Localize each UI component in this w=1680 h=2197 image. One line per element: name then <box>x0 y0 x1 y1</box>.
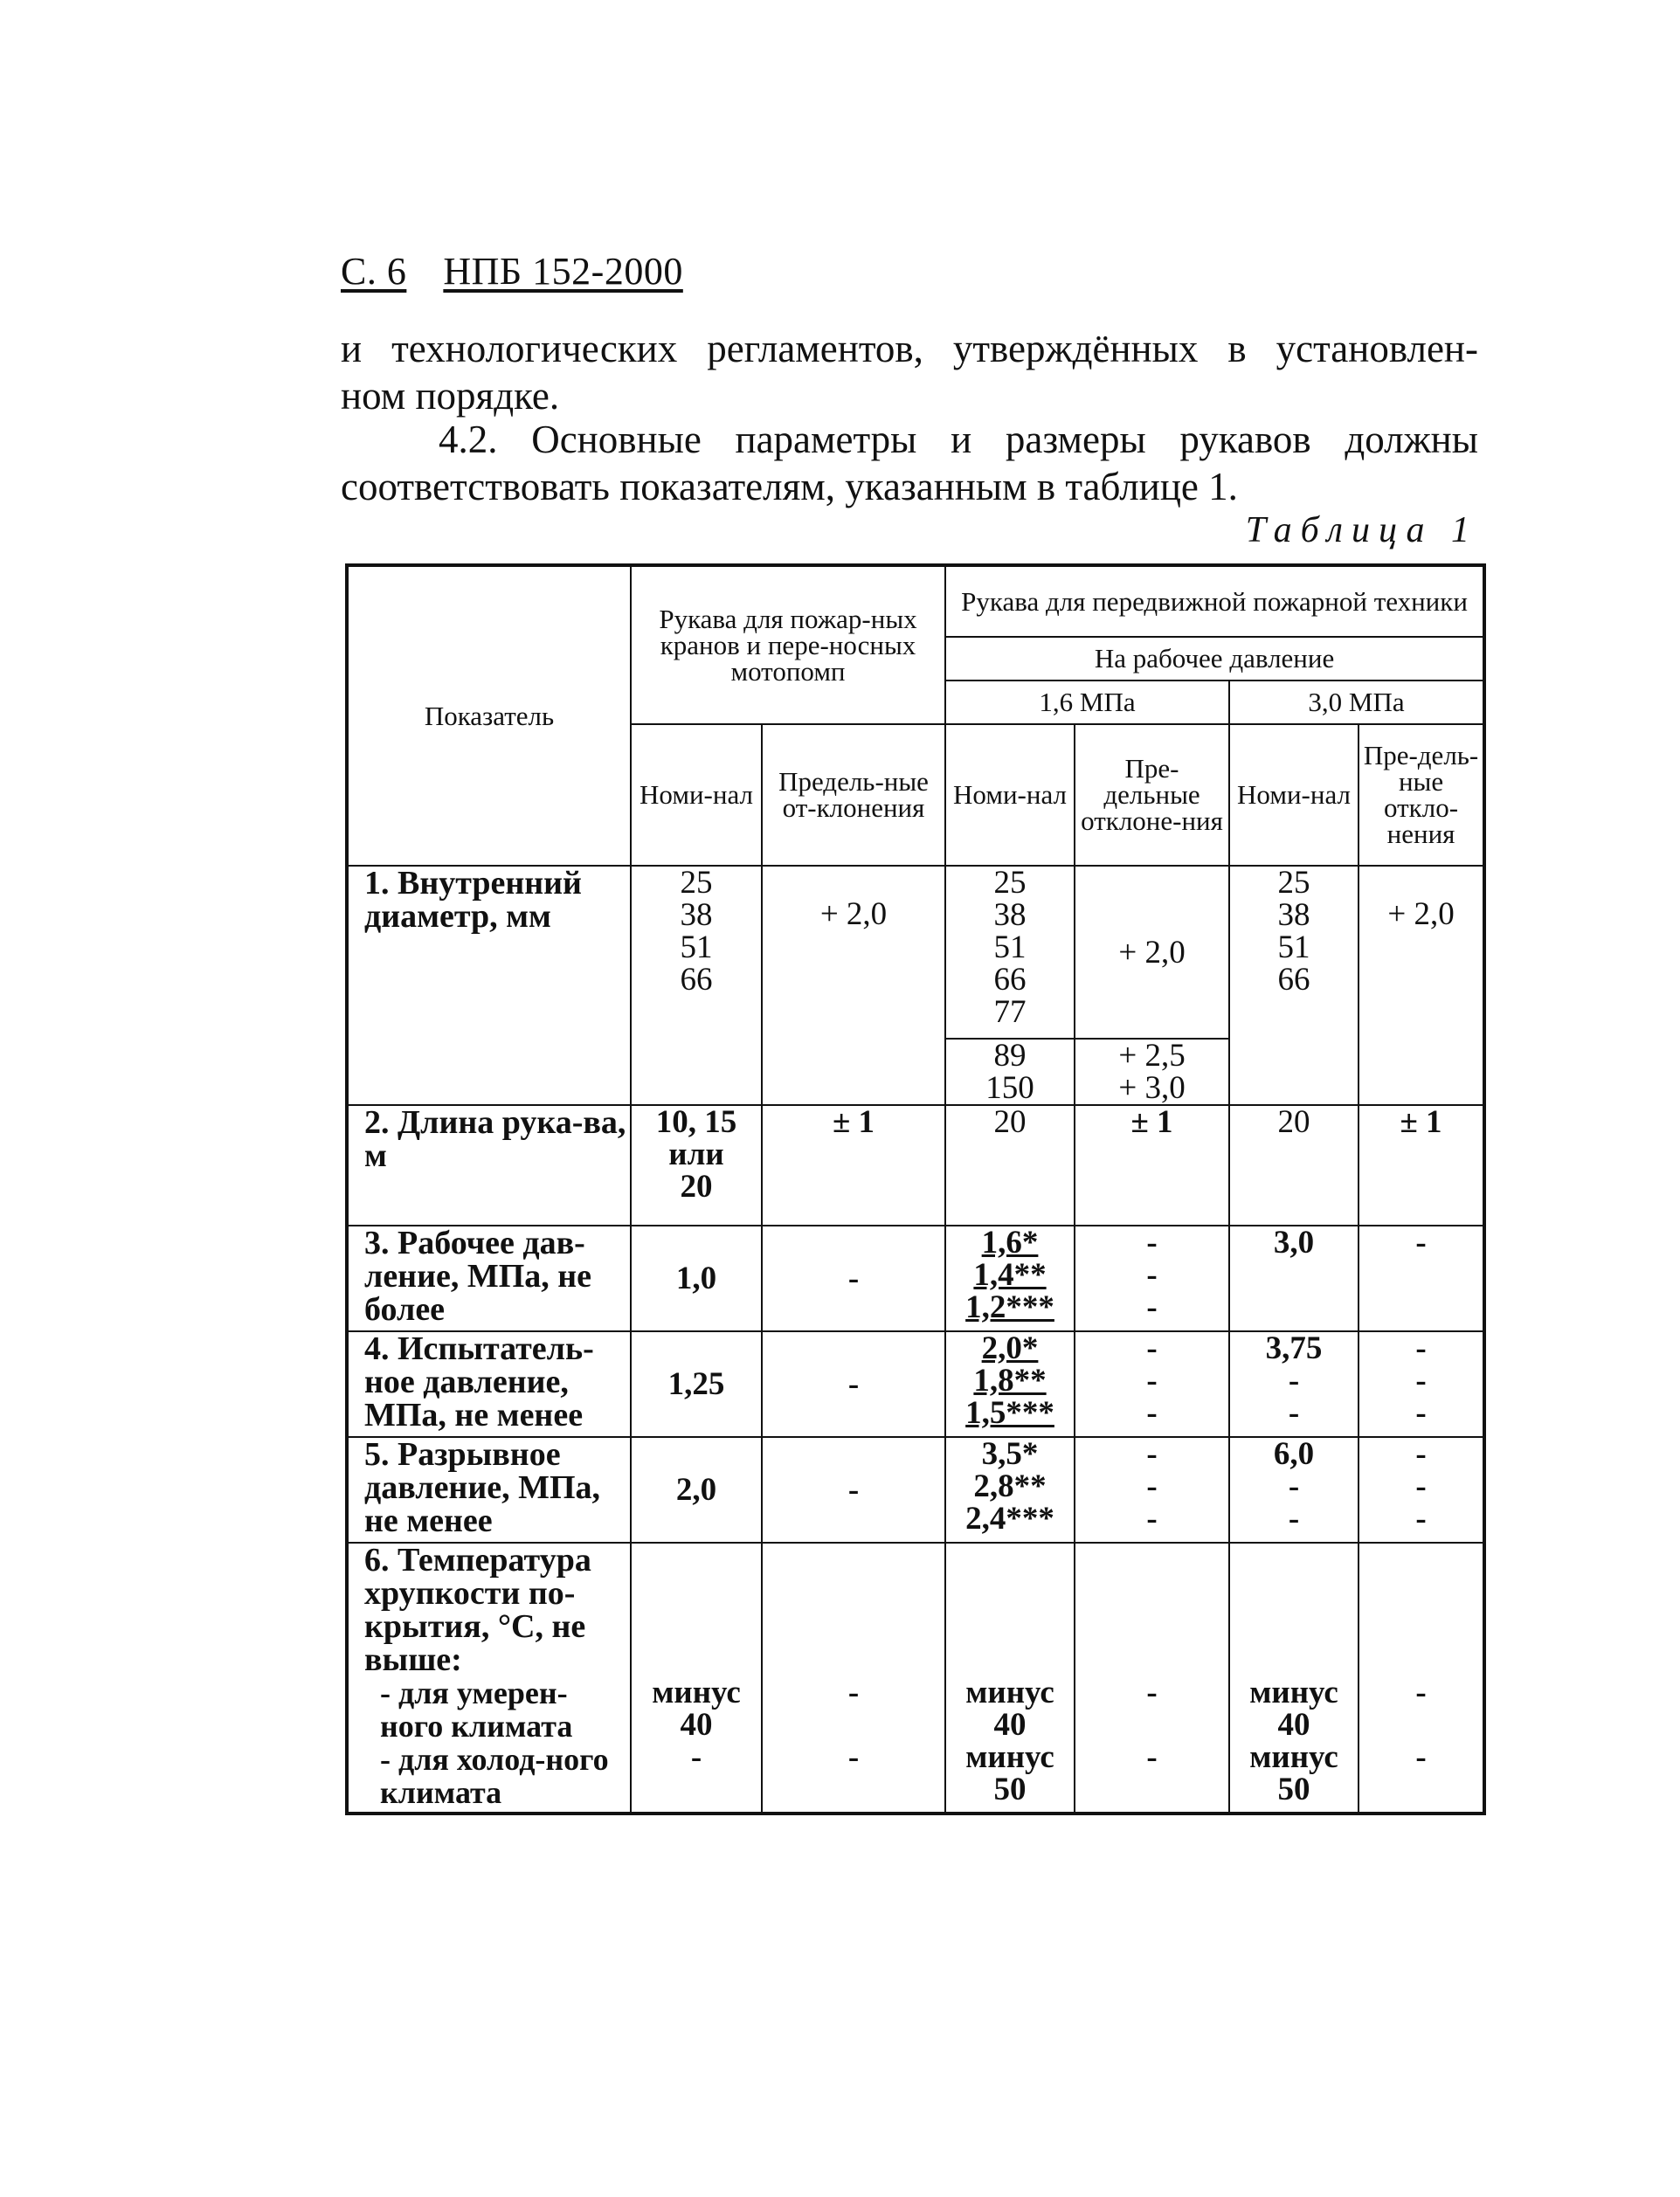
row-label-stack <box>347 1543 631 1814</box>
cell-value: - <box>762 1437 945 1543</box>
parameters-table <box>345 563 1486 1815</box>
table-caption: Таблица 1 <box>1245 510 1478 550</box>
paragraph-4-2 <box>341 416 1478 510</box>
row-label: 6. Температура хрупкости по-крытия, °С, не выше: <box>364 1542 591 1678</box>
cell-value: + 2,0 <box>1075 866 1229 1039</box>
cell-value: 25 38 51 66 77 <box>945 866 1075 1039</box>
cell-value: - <box>690 1739 702 1775</box>
cell-value: минус 40 <box>965 1675 1054 1743</box>
document-code: НПБ 152-2000 <box>443 250 683 293</box>
cell-value: 20 <box>945 1105 1075 1226</box>
paragraph-line: ном порядке. <box>341 374 560 418</box>
cell-value-stack <box>1359 1331 1484 1437</box>
cell-value-stack <box>945 1543 1075 1814</box>
cell-value: 2,8** <box>973 1468 1047 1504</box>
cell-value: 1,0 <box>631 1226 762 1331</box>
paragraph-line: соответствовать показателям, указанным в таблице 1. <box>341 465 1238 508</box>
cell-value: - <box>1288 1501 1300 1537</box>
cell-value: 1,4** <box>973 1257 1047 1293</box>
cell-value: 2,4*** <box>965 1501 1054 1537</box>
cell-value: - <box>1146 1675 1158 1710</box>
cell-value: - <box>1415 1468 1427 1504</box>
cell-value: - <box>1415 1436 1427 1472</box>
cell-value: 25 38 51 66 <box>1229 866 1359 1105</box>
cell-value: минус 40 <box>652 1675 741 1743</box>
cell-value: - <box>1415 1675 1427 1710</box>
cell-value: - <box>847 1739 860 1775</box>
cell-value: - <box>762 1226 945 1331</box>
row-sublabel: - для умерен-ного климата <box>380 1675 573 1744</box>
row-label: 1. Внутренний диаметр, мм <box>347 866 631 1105</box>
cell-value: + 2,0 <box>762 866 945 1105</box>
header-nominal: Номи-нал <box>1229 724 1359 866</box>
cell-value: - <box>762 1331 945 1437</box>
cell-value-stack <box>1075 1543 1229 1814</box>
page-header <box>341 249 683 294</box>
header-group-mobile: Рукава для передвижной пожарной техники <box>945 565 1484 637</box>
row-label: 4. Испытатель-ное давление, МПа, не менее <box>347 1331 631 1437</box>
cell-value: 10, 15 или 20 <box>631 1105 762 1226</box>
cell-value: - <box>1146 1468 1158 1504</box>
cell-value: 3,75 <box>1265 1330 1323 1366</box>
cell-value: - <box>1146 1257 1158 1293</box>
page-number: С. 6 <box>341 250 407 293</box>
header-nominal: Номи-нал <box>945 724 1075 866</box>
cell-value: 20 <box>1229 1105 1359 1226</box>
cell-value: 1,25 <box>631 1331 762 1437</box>
cell-value: - <box>1288 1363 1300 1399</box>
header-indicator: Показатель <box>347 565 631 866</box>
cell-value: - <box>1415 1501 1427 1537</box>
cell-value: - <box>1415 1363 1427 1399</box>
cell-value: - <box>1288 1468 1300 1504</box>
cell-value: - <box>1146 1363 1158 1399</box>
row-label: 5. Разрывное давление, МПа, не менее <box>347 1437 631 1543</box>
cell-value: 25 38 51 66 <box>631 866 762 1105</box>
paragraph-continuation <box>341 325 1478 419</box>
cell-value: - <box>1146 1739 1158 1775</box>
cell-value-stack <box>1075 1331 1229 1437</box>
cell-value: 3,5* <box>981 1436 1039 1472</box>
paragraph-line: и технологических регламентов, утверждённых в установлен- <box>341 327 1478 370</box>
cell-value: - <box>847 1675 860 1710</box>
cell-value-stack <box>945 1226 1075 1331</box>
cell-value-stack <box>762 1543 945 1814</box>
cell-value: минус 50 <box>1249 1739 1338 1807</box>
cell-value: минус 40 <box>1249 1675 1338 1743</box>
cell-value-stack <box>1075 1437 1229 1543</box>
header-working-pressure: На рабочее давление <box>945 637 1484 681</box>
row-sublabel: - для холод-ного климата <box>380 1742 609 1810</box>
cell-value-stack <box>945 1331 1075 1437</box>
cell-value-stack <box>1229 1437 1359 1543</box>
paragraph-line: 4.2. Основные параметры и размеры рукавов должны <box>439 418 1478 461</box>
cell-value: 89 150 <box>945 1039 1075 1105</box>
cell-value: 1,5*** <box>965 1395 1054 1431</box>
cell-value: 2,0 <box>631 1437 762 1543</box>
cell-value: + 2,0 <box>1359 866 1484 1105</box>
cell-value: 1,8** <box>973 1363 1047 1399</box>
cell-value: 1,6* <box>981 1225 1039 1261</box>
row-label: 3. Рабочее дав-ление, МПа, не более <box>347 1226 631 1331</box>
header-pressure-1-6: 1,6 МПа <box>945 681 1229 724</box>
cell-value: 1,2*** <box>965 1289 1054 1325</box>
cell-value: - <box>1415 1330 1427 1366</box>
cell-value-stack <box>1359 1543 1484 1814</box>
cell-value: ± 1 <box>1359 1105 1484 1226</box>
header-deviation: Пре-дель-ные откло-нения <box>1359 724 1484 866</box>
cell-value-stack <box>631 1543 762 1814</box>
cell-value: - <box>1146 1436 1158 1472</box>
cell-value: минус 50 <box>965 1739 1054 1807</box>
header-deviation: Пре-дельные отклоне-ния <box>1075 724 1229 866</box>
cell-value: - <box>1146 1501 1158 1537</box>
cell-value: - <box>1288 1395 1300 1431</box>
cell-value-stack <box>1229 1543 1359 1814</box>
cell-value: 6,0 <box>1273 1436 1315 1472</box>
cell-value: - <box>1146 1289 1158 1325</box>
header-group-hydrants: Рукава для пожар-ных кранов и пере-носных мотопомп <box>631 565 945 724</box>
row-label: 2. Длина рука-ва, м <box>347 1105 631 1226</box>
cell-value-stack <box>1229 1331 1359 1437</box>
cell-value-stack <box>1359 1437 1484 1543</box>
header-nominal: Номи-нал <box>631 724 762 866</box>
cell-value: - <box>1359 1226 1484 1331</box>
cell-value: 3,0 <box>1229 1226 1359 1331</box>
cell-value: - <box>1415 1395 1427 1431</box>
cell-value: 2,0* <box>981 1330 1039 1366</box>
header-deviation: Предель-ные от-клонения <box>762 724 945 866</box>
cell-value-stack <box>1075 1226 1229 1331</box>
cell-value: - <box>1146 1225 1158 1261</box>
header-pressure-3-0: 3,0 МПа <box>1229 681 1484 724</box>
cell-value: - <box>1415 1739 1427 1775</box>
cell-value: ± 1 <box>1075 1105 1229 1226</box>
cell-value: - <box>1146 1330 1158 1366</box>
cell-value-stack <box>945 1437 1075 1543</box>
cell-value: + 2,5 + 3,0 <box>1075 1039 1229 1105</box>
cell-value: ± 1 <box>762 1105 945 1226</box>
cell-value: - <box>1146 1395 1158 1431</box>
